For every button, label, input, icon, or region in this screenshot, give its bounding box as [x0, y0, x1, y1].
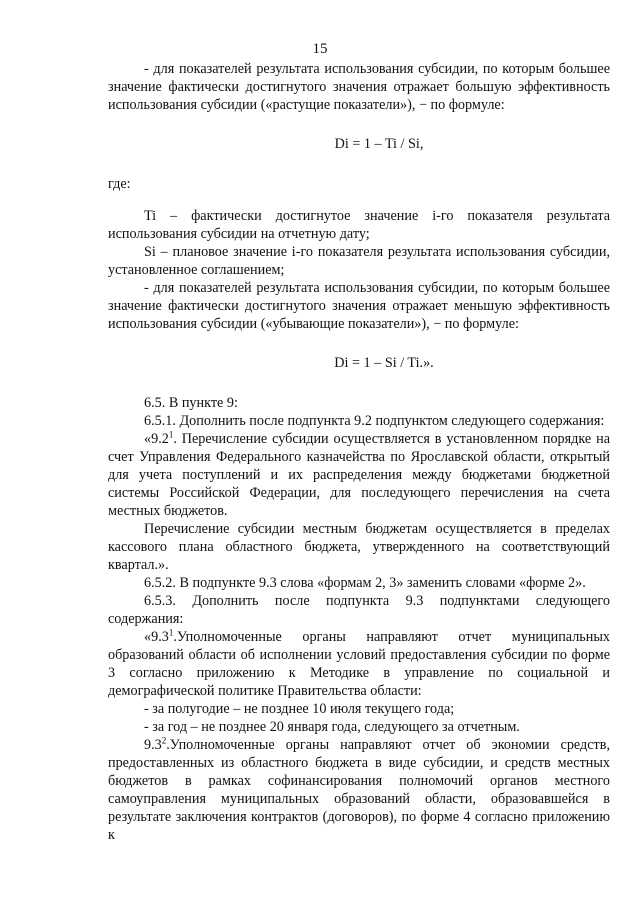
clause-6-5: 6.5. В пункте 9: [144, 395, 238, 411]
subclause-9-3-2: $9.3^2.Уполномоченные$ органы направляют отчет об экономии средств, предоставленных из областного бюджета в виде субсидии, и средств местных бюджетов в рамках софинансирования полномочий органов местного самоуправления муниципальных образований области, образовавшейся в результате заключения контрактов (договоров), по форме 4 согласно приложению к [108, 735, 610, 843]
clause-6-5-2: 6.5.2. В подпункте 9.3 слова «формам 2, 3» заменить словами «форме 2». [144, 575, 586, 591]
subclause-9-2-1-transfer: Перечисление субсидии местным бюджетам осуществляется в пределах кассового плана областного бюджета, утвержденного на соответствующий квартал.». [108, 521, 610, 573]
document-body [108, 60, 610, 844]
subclause-9-2-1: «$9.2^1$. Перечисление субсидии осуществляется в установленном порядке на счет Управления Федерального казначейства по Ярославской области, открытый для учета поступлений и их распределения между бюджетами бюджетной системы Российской Федерации, для последующего перечисления на счета местных бюджетов. [108, 429, 610, 519]
paragraph-growing-indicators: - для показателей результата использования субсидии, по которым большее значение фактически достигнутого значения отражает большую эффективность использования субсидии («растущие показатели»), − по формуле: [108, 61, 610, 113]
clause-6-5-3: 6.5.3. Дополнить после подпункта 9.3 подпунктами следующего содержания: [108, 593, 610, 627]
formula-growing: Di = 1 – Ti / Si, [334, 136, 424, 152]
page-number: 15 [312, 41, 328, 57]
paragraph-decreasing-indicators: - для показателей результата использования субсидии, по которым большее значение фактически достигнутого значения отражает меньшую эффективность использования субсидии («убывающие показатели»), − по формуле: [108, 280, 610, 332]
where-label: где: [108, 176, 131, 192]
deadline-half-year: - за полугодие – не позднее 10 июля текущего года; [144, 701, 455, 717]
formula-decreasing: Di = 1 – Si / Ti.». [334, 355, 434, 371]
ti-definition: Ti – фактически достигнутое значение i-го показателя результата использования субсидии на отчетную дату; [108, 208, 610, 242]
clause-6-5-1: 6.5.1. Дополнить после подпункта 9.2 подпунктом следующего содержания: [144, 413, 605, 429]
deadline-year: - за год – не позднее 20 января года, следующего за отчетным. [144, 719, 520, 735]
si-definition: Si – плановое значение i-го показателя результата использования субсидии, установленное соглашением; [108, 244, 610, 278]
subclause-9-3-1: «$9.3^1.Уполномоченные$ органы направляют отчет муниципальных образований области об исполнении условий предоставления субсидии по форме 3 согласно приложению к Методике в управление по социальной и демографической политике Правительства области: [108, 627, 610, 699]
